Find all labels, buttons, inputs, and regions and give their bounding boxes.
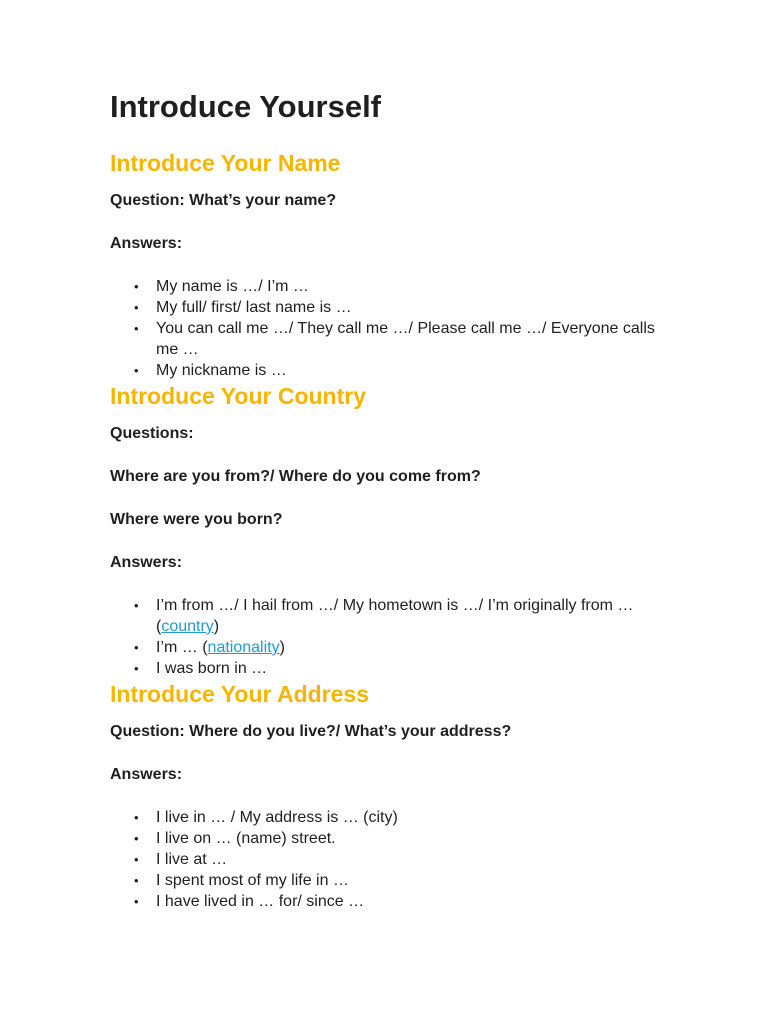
section-heading: Introduce Your Name [110, 150, 341, 176]
section-country [110, 381, 670, 679]
page-title: Introduce Yourself [110, 89, 382, 124]
list-item [156, 595, 670, 637]
nationality-link[interactable]: nationality [207, 639, 280, 656]
answers-label: Answers: [110, 766, 183, 783]
list-item-text: ) [213, 618, 220, 635]
question-text: Where were you born? [110, 511, 283, 528]
list-item: • I live on … (name) street. [156, 828, 670, 849]
question-text: Where are you from?/ Where do you come from? [110, 468, 481, 485]
list-item: • I spent most of my life in … [156, 870, 670, 891]
question-text: Question: What’s your name? [110, 192, 337, 209]
answers-list [110, 807, 670, 912]
answers-label: Answers: [110, 235, 183, 252]
answers-list [110, 276, 670, 381]
document-page [110, 88, 670, 912]
answers-label: Answers: [110, 554, 183, 571]
question-text: Question: Where do you live?/ What’s your address? [110, 723, 512, 740]
section-address [110, 679, 670, 912]
list-item: • I was born in … [156, 658, 670, 679]
list-item-text: ) [279, 639, 285, 656]
list-item: • I have lived in … for/ since … [156, 891, 670, 912]
list-item: • My full/ first/ last name is … [156, 297, 670, 318]
list-item: • My nickname is … [156, 360, 670, 381]
answers-list [110, 595, 670, 679]
list-item: • My name is …/ I’m … [156, 276, 670, 297]
section-heading: Introduce Your Address [110, 681, 370, 707]
questions-label: Questions: [110, 425, 194, 442]
section-heading: Introduce Your Country [110, 383, 366, 409]
list-item: • You can call me …/ They call me …/ Please call me …/ Everyone calls me … [156, 318, 670, 360]
list-item-text: I’m … ( [156, 639, 208, 656]
list-item-text: I’m from …/ I hail from …/ My hometown is …/ I’m originally from … ( [156, 597, 634, 635]
country-link[interactable]: country [161, 618, 214, 635]
list-item: • I live in … / My address is … (city) [156, 807, 670, 828]
list-item: • I live at … [156, 849, 670, 870]
list-item [156, 637, 670, 658]
section-name [110, 148, 670, 381]
